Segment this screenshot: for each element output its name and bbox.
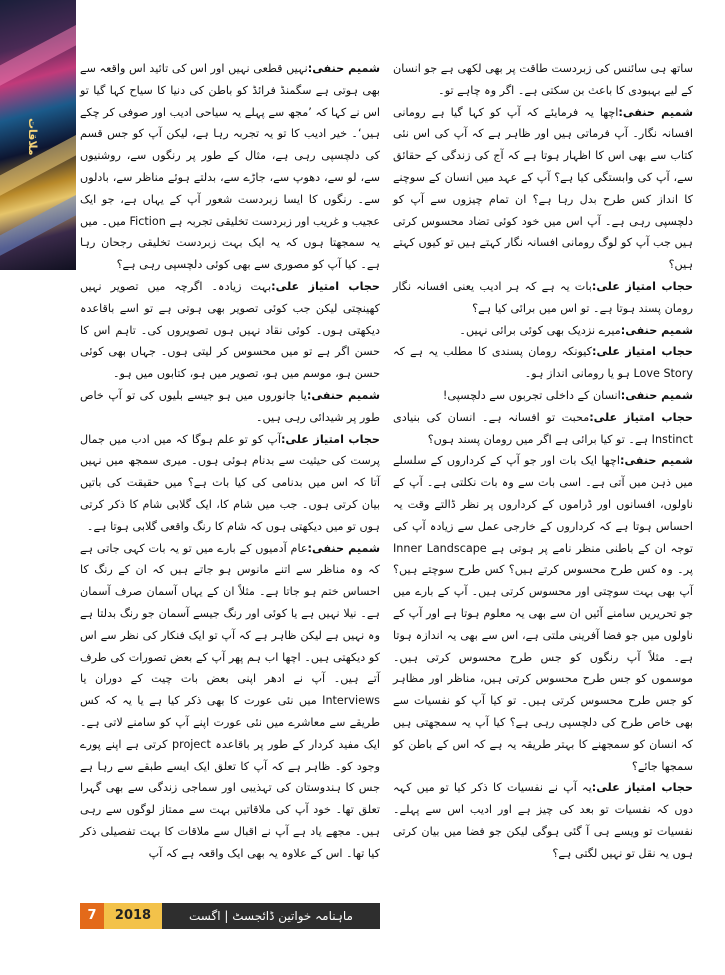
paragraph-text: محبت تو افسانہ ہے۔ انسان کی بنیادی Instinct ہے۔ تو کیا برائی ہے اگر میں رومان پسند ہوں؟ (393, 410, 693, 446)
paragraph-text: اچھا ایک بات اور جو آپ کے کرداروں کے سلسلے میں ذہن میں آتی ہے۔ اسی بات سے وہ بات نکلتی ہے۔ آپ کے ناولوں، افسانوں اور ڈراموں کے کرداروں پر نظر ڈالتے وقت یہ احساس ہوتا ہے کہ کرداروں کے خارجی عمل سے زیادہ آپ کی توجہ ان کے باطنی منظر نامے پر ہوتی ہے Inner Landscape پر۔ وہ کس طرح محسوس کرتے ہیں؟ کس طرح سوچتے ہیں؟ آپ بھی بہت سوچتی اور محسوس کرتی ہیں۔ آپ کے بارے میں جو تحریریں سامنے آئیں ان سے بھی یہ معلوم ہوتا ہے اور آپ کے ناولوں میں جو فضا آفرینی ملتی ہے، اس سے بھی یہ اندازہ ہوتا ہے۔ مثلاً آپ رنگوں کو جس طرح محسوس کرتی ہیں۔ موسموں کو جس طرح محسوس کرتی ہیں، مناظر اور مظاہر کو جس طرح محسوس کرتی ہیں۔ تو کیا آپ کو نفسیات سے بھی خاص طرح کی دلچسپی رہی ہے؟ کیا آپ یہ سمجھتی ہیں کہ انسان کو سمجھنے کا بہتر طریقہ یہ ہے کہ اس کے باطن کو سمجھا جائے؟ (393, 454, 693, 773)
page-number: 7 (80, 903, 104, 929)
interview-paragraph (80, 276, 380, 385)
speaker-name: حجاب امتیاز علی: (591, 781, 693, 795)
paragraph-text: میرے نزدیک بھی کوئی برائی نہیں۔ (459, 323, 621, 337)
speaker-name: شمیم حنفی: (307, 62, 380, 75)
paragraph-text: عام آدمیوں کے بارے میں تو یہ بات کہی جاتی ہے کہ وہ مناظر سے اتنے مانوس ہو جاتے ہیں کہ ان کے رنگ کا احساس ختم ہو جاتا ہے۔ مثلاً ان کے یہاں آسمان صرف آسمان ہے۔ نیلا نہیں ہے یا کوئی اور رنگ جیسے آسمان جو رنگ بدلتا ہے وہ نہیں ہے لیکن ظاہر ہے کہ آپ تو ایک فنکار کی نظر سے اس کو دیکھتی ہیں۔ اچھا اب ہم پھر آپ کے بعض تصورات کی طرف آتے ہیں۔ آپ نے ادھر اپنی بعض بات چیت کے دوران یا Interviews میں نئی عورت کا بھی ذکر کیا ہے یا یہ کہ کس طریقے سے معاشرے میں نئی عورت اپنے آپ کو سامنے لاتی ہے۔ ایک مفید کردار کے طور پر باقاعدہ project کرتی ہے اپنے پورے وجود کو۔ ظاہر ہے کہ آپ کا تعلق ایک ایسے طبقے سے رہا ہے جس کا ہندوستان کی تہذیبی اور سماجی زندگی سے بھی گہرا تعلق تھا۔ خود آپ کی ملاقاتیں بہت سے ممتاز لوگوں سے رہی ہیں۔ مجھے یاد ہے آپ نے اقبال سے ملاقات کا بہت تفصیلی ذکر کیا تھا۔ اس کے علاوہ یہ بھی ایک واقعہ ہے کہ آپ (80, 541, 381, 860)
interview-paragraph (80, 385, 380, 429)
paragraph-text: اچھا یہ فرمایئے کہ آپ کو کہا گیا ہے رومانی افسانہ نگار۔ آپ فرماتی ہیں اور ظاہر ہے کہ آپ کی اس نئی کتاب سے بھی اس کا اظہار ہوتا ہے کہ آج کی زندگی کے حقائق سے، آپ کی وابستگی کیا ہے؟ آپ کے عہد میں انسان کے سوچنے کا انداز کس طرح بدل رہا ہے؟ ان تمام چیزوں سے آپ کو دلچسپی رہی ہے۔ آپ اس میں خود کوئی تضاد محسوس کرتی ہیں جب آپ کو لوگ رومانی افسانہ نگار کہتے ہیں تو کیوں کہتے ہیں؟ (393, 105, 693, 272)
article-column-right (393, 58, 693, 864)
paragraph-text: بات یہ ہے کہ ہر ادیب یعنی افسانہ نگار رومان پسند ہوتا ہے۔ تو اس میں برائی کیا ہے؟ (393, 279, 693, 315)
speaker-name: شمیم حنفی: (619, 454, 693, 468)
decorative-gradient-panel (0, 0, 76, 270)
interview-paragraph (393, 407, 693, 451)
speaker-name: حجاب امتیاز علی: (280, 432, 380, 446)
interview-paragraph (80, 58, 380, 276)
speaker-name: شمیم حنفی: (620, 323, 693, 337)
interview-paragraph (393, 320, 693, 342)
paragraph-text: بہت زیادہ۔ اگرچہ میں تصویر نہیں کھینچتی لیکن جب کوئی تصویر بھی ہوتی ہے تو اسے باقاعدہ دیکھتی ہوں۔ کوئی نقاد نہیں ہوں تصویروں کی۔ تاہم اس کا حسن اگر ہے تو میں محسوس کر لیتی ہوں۔ جہاں بھی کوئی حسن ہو، موسم میں ہو، تصویر میں ہو، کتابوں میں ہو۔ (80, 279, 380, 381)
paragraph-text: نہیں قطعی نہیں اور اس کی تائید اس واقعہ سے بھی ہوتی ہے سگمنڈ فرائڈ کو باطن کی دنیا کا سیاح کہا گیا تو اس نے کہا کہ ’مجھ سے پہلے یہ سیاحی ادیب اور صوفی کر چکے ہیں‘۔ خیر ادیب کا تو یہ تجربہ رہا ہے، لیکن آپ کو جس قسم کی دلچسپی رہی ہے، مثال کے طور پر رنگوں سے، روشنیوں سے، لو سے، دھوپ سے، جاڑے سے، بدلتے ہوئے مناظر سے، بادلوں سے۔ رنگوں کا ایسا زبردست شعور آپ کے یہاں ہے، جو ایک عجیب و غریب اور زبردست تخلیقی تجربہ ہے Fiction میں۔ میں یہ سمجھتا ہوں کہ یہ ایک بہت زبردست تخلیقی رجحان رہا ہے۔ کیا آپ کو مصوری سے بھی کوئی دلچسپی رہی ہے؟ (80, 62, 380, 272)
decorative-stripe (0, 8, 76, 90)
decorative-stripe (0, 178, 76, 260)
speaker-name: شمیم حنفی: (618, 105, 693, 119)
speaker-name: شمیم حنفی: (620, 388, 693, 402)
interview-paragraph (393, 450, 693, 777)
paragraph-text: ساتھ ہی سائنس کی زبردست طاقت پر بھی لکھی ہے جو انسان کے لیے بہبودی کا باعث بن سکتی ہے۔ اگر وہ چاہے تو۔ (393, 62, 693, 97)
interview-paragraph (393, 276, 693, 320)
interview-paragraph (393, 58, 693, 102)
interview-paragraph (393, 385, 693, 407)
interview-paragraph (393, 777, 693, 864)
speaker-name: شمیم حنفی: (307, 541, 380, 555)
page-footer (80, 903, 380, 929)
section-tag: ملاقات (26, 118, 39, 156)
interview-paragraph (393, 102, 693, 276)
speaker-name: حجاب امتیاز علی: (591, 279, 693, 293)
speaker-name: حجاب امتیاز علی: (271, 279, 380, 293)
paragraph-text: یا جانوروں میں ہو جیسے بلیوں کی تو آپ خاص طور پر شیدائی رہی ہیں۔ (80, 388, 380, 424)
speaker-name: حجاب امتیاز علی: (591, 345, 693, 359)
interview-paragraph (393, 341, 693, 385)
issue-year: 2018 (104, 903, 162, 929)
speaker-name: حجاب امتیاز علی: (589, 410, 693, 424)
interview-paragraph (80, 538, 380, 865)
article-column-left (80, 58, 380, 864)
magazine-name: ماہنامہ خواتین ڈائجسٹ | اگست (162, 903, 380, 929)
speaker-name: شمیم حنفی: (306, 388, 380, 402)
paragraph-text: کیونکہ رومان پسندی کا مطلب یہ ہے کہ Love Story ہو یا رومانی انداز ہو۔ (393, 345, 693, 381)
paragraph-text: یہ آپ نے نفسیات کا ذکر کیا تو میں کہہ دوں کہ نفسیات تو بعد کی چیز ہے اور ادیب اس سے پہلے۔ نفسیات تو ویسے ہی آ گئی ہوگی لیکن جو فضا میں بیان کرتی ہوں یہ نقل تو نہیں لگتی ہے؟ (393, 781, 693, 860)
paragraph-text: آپ کو تو علم ہوگا کہ میں ادب میں جمال پرست کی حیثیت سے بدنام ہوئی ہوں۔ میری سمجھ میں نہیں آتا کہ اس میں بدنامی کی کیا بات ہے؟ میں حقیقت کی باتیں بیان کرتی ہوں۔ جب میں شام کا، ایک گلابی شام کا ذکر کرتی ہوں تو میں دیکھتی ہوں کہ شام کا رنگ واقعی گلابی ہوتا ہے۔ (80, 432, 380, 533)
interview-paragraph (80, 429, 380, 538)
paragraph-text: انسان کے داخلی تجربوں سے دلچسپی! (442, 388, 621, 402)
